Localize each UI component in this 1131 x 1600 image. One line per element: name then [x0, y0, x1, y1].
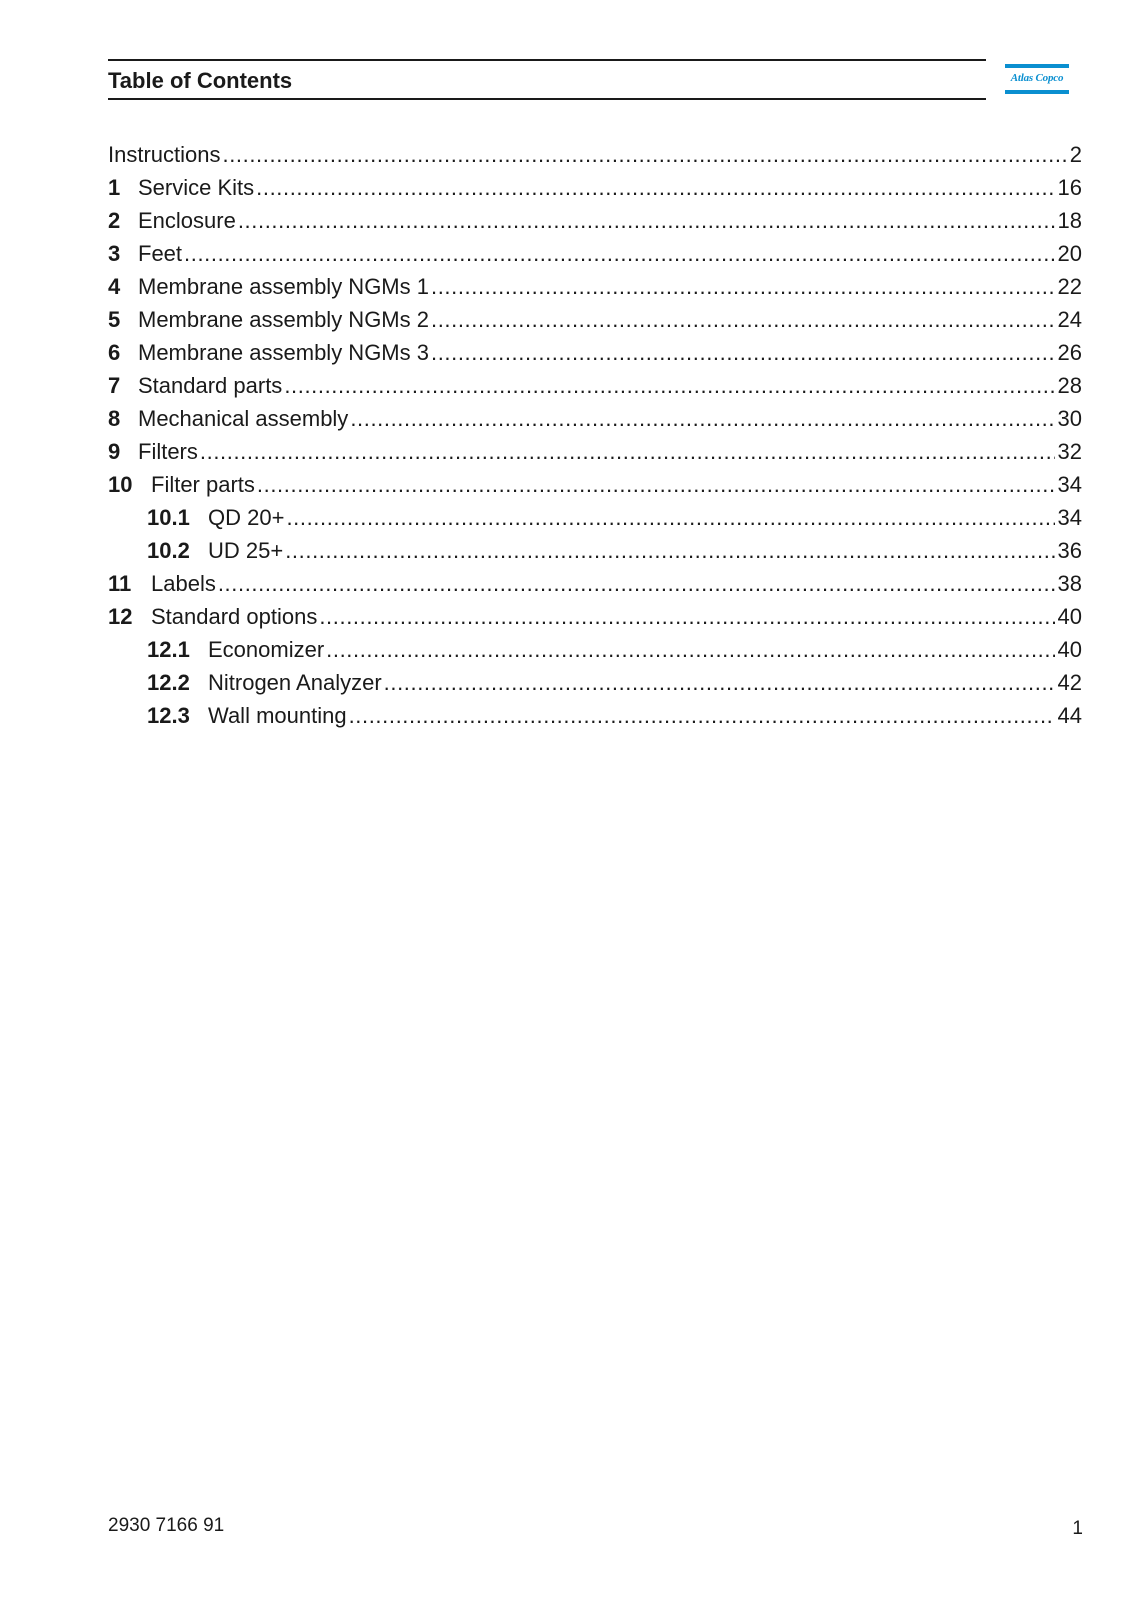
toc-entry-page: 42	[1057, 670, 1082, 695]
toc-entry-page: 38	[1057, 571, 1082, 596]
toc-entry[interactable]	[108, 237, 1082, 270]
atlas-copco-logo	[1005, 64, 1069, 94]
toc-entry-title: Filters	[138, 439, 198, 464]
toc-entry-page: 32	[1057, 439, 1082, 464]
toc-entry[interactable]	[108, 699, 1082, 732]
toc-entry-number: 5	[108, 307, 121, 332]
toc-dot-leader	[238, 204, 1055, 237]
toc-entry-page: 18	[1057, 208, 1082, 233]
toc-entry-page: 40	[1057, 604, 1082, 629]
toc-entry-page: 2	[1069, 142, 1082, 167]
toc-entry[interactable]	[108, 600, 1082, 633]
toc-entry-title: UD 25+	[208, 538, 284, 563]
toc-entry-page: 34	[1057, 472, 1082, 497]
toc-entry[interactable]	[108, 171, 1082, 204]
toc-entry-page: 26	[1057, 340, 1082, 365]
toc-dot-leader	[326, 633, 1054, 666]
toc-entry-page: 28	[1057, 373, 1082, 398]
toc-entry-title: Membrane assembly NGMs 3	[138, 340, 429, 365]
toc-dot-leader	[319, 600, 1054, 633]
toc-entry[interactable]	[108, 501, 1082, 534]
toc-entry-title: Wall mounting	[208, 703, 347, 728]
toc-entry-page: 16	[1057, 175, 1082, 200]
toc-entry-number: 12.2	[147, 670, 190, 695]
toc-entry-title: Membrane assembly NGMs 1	[138, 274, 429, 299]
toc-dot-leader	[350, 402, 1054, 435]
toc-entry-page: 40	[1057, 637, 1082, 662]
toc-entry[interactable]	[108, 303, 1082, 336]
table-of-contents	[108, 138, 1082, 732]
toc-entry[interactable]	[108, 468, 1082, 501]
toc-entry-page: 34	[1057, 505, 1082, 530]
toc-dot-leader	[184, 237, 1054, 270]
toc-entry-title: Labels	[151, 571, 216, 596]
toc-entry-number: 7	[108, 373, 121, 398]
toc-entry-title: Instructions	[108, 142, 221, 167]
page-header	[108, 59, 986, 100]
toc-entry-title: Standard options	[151, 604, 318, 629]
toc-entry-page: 30	[1057, 406, 1082, 431]
toc-entry-number: 11	[108, 571, 132, 596]
toc-entry[interactable]	[108, 270, 1082, 303]
document-number: 2930 7166 91	[108, 1515, 225, 1536]
toc-entry[interactable]	[108, 336, 1082, 369]
toc-entry-number: 6	[108, 340, 121, 365]
toc-entry-title: Filter parts	[151, 472, 255, 497]
toc-entry-number: 12	[108, 604, 133, 629]
toc-dot-leader	[431, 270, 1055, 303]
toc-entry-page: 20	[1057, 241, 1082, 266]
toc-dot-leader	[384, 666, 1055, 699]
toc-dot-leader	[256, 171, 1054, 204]
toc-entry-title: Standard parts	[138, 373, 283, 398]
toc-entry-page: 22	[1057, 274, 1082, 299]
toc-entry-title: Enclosure	[138, 208, 236, 233]
page-number: 1	[1072, 1518, 1083, 1539]
toc-entry-title: Mechanical assembly	[138, 406, 349, 431]
toc-entry-page: 44	[1057, 703, 1082, 728]
toc-entry-number: 2	[108, 208, 121, 233]
page-title: Table of Contents	[108, 68, 293, 93]
toc-entry[interactable]	[108, 666, 1082, 699]
toc-entry[interactable]	[108, 633, 1082, 666]
toc-entry-title: Feet	[138, 241, 183, 266]
toc-entry-title: QD 20+	[208, 505, 285, 530]
toc-entry[interactable]	[108, 435, 1082, 468]
toc-entry-number: 10.1	[147, 505, 190, 530]
logo-bottom-bar	[1005, 90, 1069, 94]
toc-dot-leader	[223, 138, 1067, 171]
toc-entry-title: Service Kits	[138, 175, 255, 200]
toc-entry-title: Nitrogen Analyzer	[208, 670, 382, 695]
toc-dot-leader	[284, 369, 1054, 402]
toc-dot-leader	[218, 567, 1055, 600]
toc-entry[interactable]	[108, 534, 1082, 567]
toc-entry[interactable]	[108, 369, 1082, 402]
toc-entry-number: 12.1	[147, 637, 190, 662]
toc-entry[interactable]	[108, 138, 1082, 171]
toc-entry[interactable]	[108, 204, 1082, 237]
toc-entry-title: Membrane assembly NGMs 2	[138, 307, 429, 332]
toc-dot-leader	[257, 468, 1055, 501]
toc-dot-leader	[285, 534, 1054, 567]
toc-entry-number: 9	[108, 439, 121, 464]
toc-entry-number: 10	[108, 472, 133, 497]
toc-entry-title: Economizer	[208, 637, 325, 662]
toc-entry-number: 12.3	[147, 703, 190, 728]
toc-entry-page: 24	[1057, 307, 1082, 332]
toc-dot-leader	[431, 336, 1055, 369]
toc-entry-page: 36	[1057, 538, 1082, 563]
logo-top-bar	[1005, 64, 1069, 68]
toc-entry-number: 8	[108, 406, 121, 431]
toc-entry-number: 1	[108, 175, 121, 200]
toc-dot-leader	[200, 435, 1055, 468]
toc-entry[interactable]	[108, 567, 1082, 600]
toc-entry[interactable]	[108, 402, 1082, 435]
toc-entry-number: 4	[108, 274, 121, 299]
toc-entry-number: 3	[108, 241, 121, 266]
toc-entry-number: 10.2	[147, 538, 190, 563]
logo-text: Atlas Copco	[1010, 72, 1064, 84]
toc-dot-leader	[286, 501, 1054, 534]
toc-dot-leader	[431, 303, 1055, 336]
toc-dot-leader	[349, 699, 1055, 732]
